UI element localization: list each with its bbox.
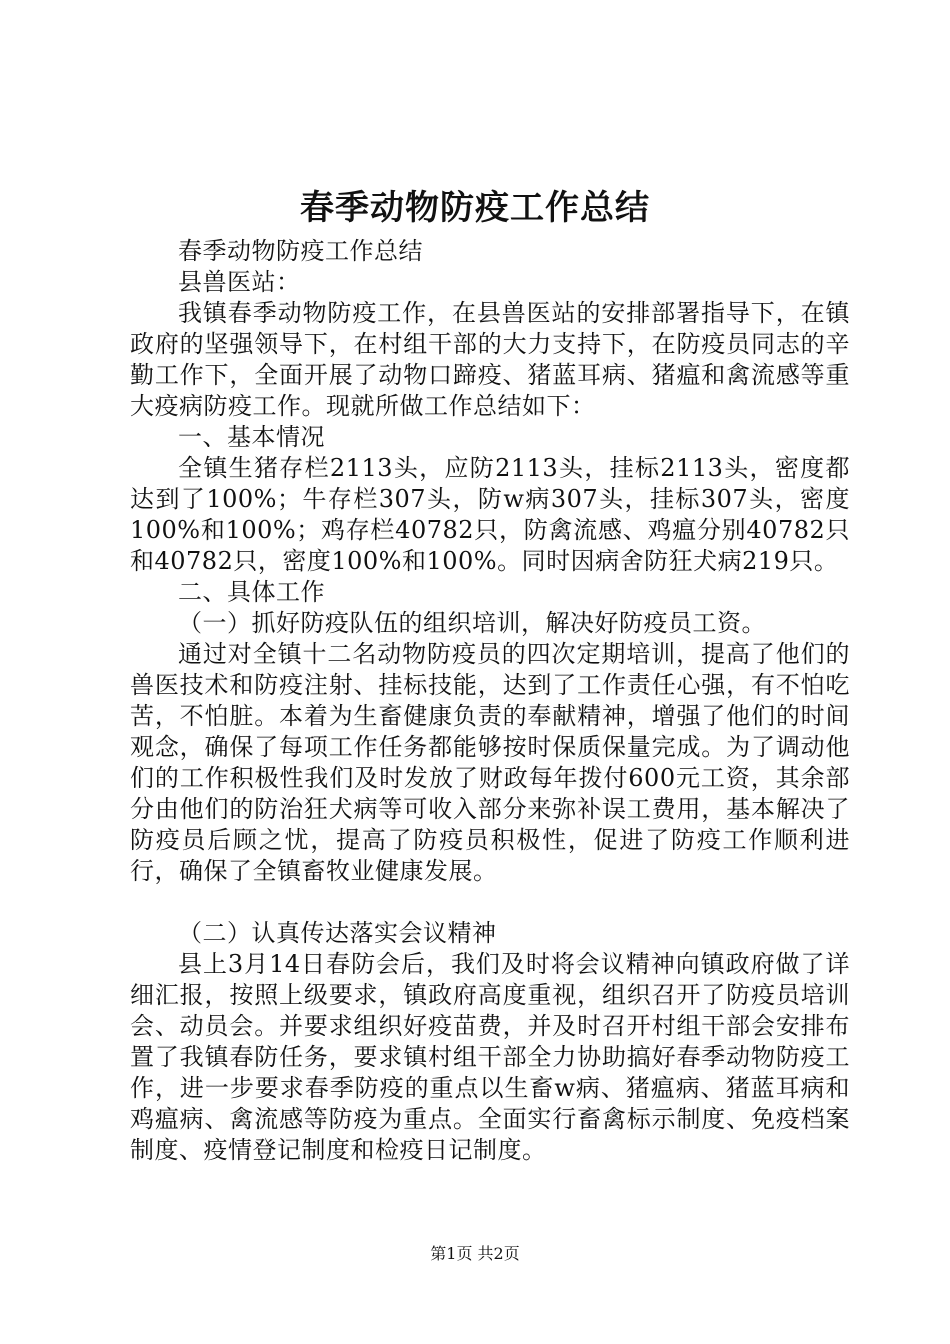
paragraph-intro: 我镇春季动物防疫工作，在县兽医站的安排部署指导下，在镇政府的坚强领导下，在村组干部的大力支持下，在防疫员同志的辛勤工作下，全面开展了动物口蹄疫、猪蓝耳病、猪瘟和禽流感等重大疫病防疫工作。现就所做工作总结如下： [130, 299, 850, 420]
section-heading-basic: 一、基本情况 [178, 423, 325, 451]
paragraph-subtitle: 春季动物防疫工作总结 [178, 237, 423, 265]
paragraph-meeting: 县上3月14日春防会后，我们及时将会议精神向镇政府做了详细汇报，按照上级要求，镇政府高度重视，组织召开了防疫员培训会、动员会。并要求组织好疫苗费，并及时召开村组干部会安排布置了我镇春防任务，要求镇村组干部全力协助搞好春季动物防疫工作，进一步要求春季防疫的重点以生畜w病、猪瘟病、猪蓝耳病和鸡瘟病、禽流感等防疫为重点。全面实行畜禽标示制度、免疫档案制度、疫情登记制度和检疫日记制度。 [130, 950, 850, 1164]
paragraph-basic-situation: 全镇生猪存栏2113头，应防2113头，挂标2113头，密度都达到了100%；牛存栏307头，防w病307头，挂标307头，密度100%和100%；鸡存栏40782只，防禽流感、鸡瘟分别40782只和40782只，密度100%和100%。同时因病舍防狂犬病219只。 [130, 454, 850, 575]
section-heading-specific: 二、具体工作 [178, 578, 325, 606]
document-body [130, 236, 850, 1166]
subheading-training: （一）抓好防疫队伍的组织培训，解决好防疫员工资。 [178, 609, 766, 637]
paragraph-salutation: 县兽医站： [178, 268, 301, 296]
subheading-meeting: （二）认真传达落实会议精神 [178, 919, 497, 947]
page-footer: 第1页 共2页 [430, 1244, 520, 1263]
paragraph-training: 通过对全镇十二名动物防疫员的四次定期培训，提高了他们的兽医技术和防疫注射、挂标技能，达到了工作责任心强，有不怕吃苦，不怕脏。本着为生畜健康负责的奉献精神，增强了他们的时间观念，确保了每项工作任务都能够按时保质保量完成。为了调动他们的工作积极性我们及时发放了财政每年拨付600元工资，其余部分由他们的防治狂犬病等可收入部分来弥补误工费用，基本解决了防疫员后顾之忧，提高了防疫员积极性，促进了防疫工作顺利进行，确保了全镇畜牧业健康发展。 [130, 640, 850, 885]
document-title: 春季动物防疫工作总结 [300, 188, 650, 228]
paragraph-spacer [130, 887, 850, 918]
